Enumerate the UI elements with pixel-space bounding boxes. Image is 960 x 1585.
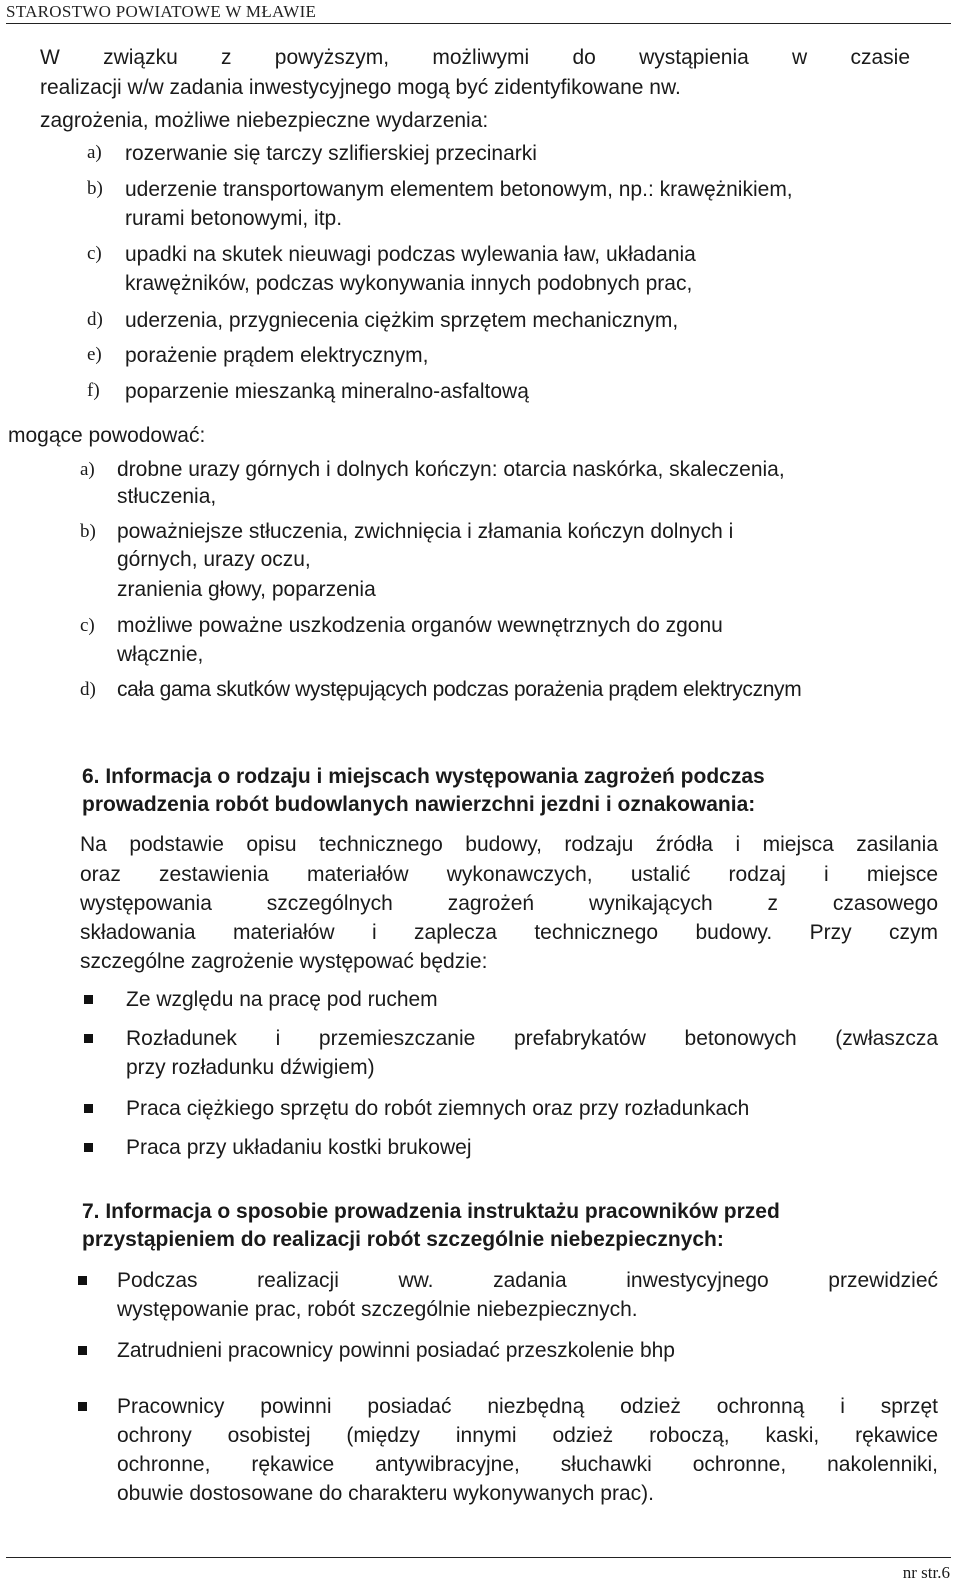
list-marker: d) — [80, 679, 96, 700]
section-paragraph-line: Na podstawie opisu technicznego budowy, rodzaju źródła i miejsca zasilania — [80, 833, 938, 856]
hazard-item: upadki na skutek nieuwagi podczas wylewania ław, układania — [125, 243, 696, 266]
consequence-item-cont: włącznie, — [117, 643, 204, 666]
list-marker: a) — [80, 459, 95, 480]
bullet-item-cont: przy rozładunku dźwigiem) — [126, 1056, 375, 1079]
bullet-icon — [78, 1346, 87, 1355]
list-marker: d) — [87, 309, 103, 330]
consequence-item: drobne urazy górnych i dolnych kończyn: otarcia naskórka, skaleczenia, — [117, 458, 785, 481]
list-marker: f) — [87, 380, 100, 401]
list-marker: a) — [87, 142, 102, 163]
page-header: STAROSTWO POWIATOWE W MŁAWIE — [6, 2, 317, 21]
list-marker: c) — [80, 615, 95, 636]
section-heading: 7. Informacja o sposobie prowadzenia instruktażu pracowników przed — [82, 1200, 780, 1223]
consequence-item-cont: zranienia głowy, poparzenia — [117, 578, 376, 601]
bullet-item-cont: obuwie dostosowane do charakteru wykonywanych prac). — [117, 1482, 654, 1505]
bullet-item-cont: ochronne, rękawice antywibracyjne, słuchawki ochronne, nakolenniki, — [117, 1453, 938, 1476]
list-marker: c) — [87, 243, 102, 264]
consequence-item: możliwe poważne uszkodzenia organów wewnętrznych do zgonu — [117, 614, 723, 637]
section-paragraph-line: oraz zestawienia materiałów wykonawczych, ustalić rodzaj i miejsce — [80, 863, 938, 886]
hazard-item: poparzenie mieszanką mineralno-asfaltową — [125, 380, 529, 403]
hazard-item-cont: krawężników, podczas wykonywania innych podobnych prac, — [125, 272, 693, 295]
section-paragraph-line: szczególne zagrożenie występować będzie: — [80, 950, 488, 973]
consequence-item: poważniejsze stłuczenia, zwichnięcia i złamania kończyn dolnych i — [117, 520, 734, 543]
hazard-item-cont: rurami betonowymi, itp. — [125, 207, 343, 230]
list-marker: b) — [87, 178, 103, 199]
intro-line: W związku z powyższym, możliwymi do wystąpienia w czasie — [40, 46, 910, 69]
bullet-item: Zatrudnieni pracownicy powinni posiadać przeszkolenie bhp — [117, 1339, 675, 1362]
section-paragraph-line: składowania materiałów i zaplecza technicznego budowy. Przy czym — [80, 921, 938, 944]
bullet-icon — [84, 995, 93, 1004]
bullet-item: Praca przy układaniu kostki brukowej — [126, 1136, 472, 1159]
bullet-icon — [84, 1104, 93, 1113]
section-heading: prowadzenia robót budowlanych nawierzchni jezdni i oznakowania: — [82, 793, 756, 816]
list-marker: e) — [87, 344, 102, 365]
consequence-item: cała gama skutków występujących podczas porażenia prądem elektrycznym — [117, 678, 802, 701]
footer-rule — [6, 1557, 951, 1558]
bullet-icon — [84, 1034, 93, 1043]
bullet-item: Rozładunek i przemieszczanie prefabrykatów betonowych (zwłaszcza — [126, 1027, 938, 1050]
bullet-item: Pracownicy powinni posiadać niezbędną odzież ochronną i sprzęt — [117, 1395, 938, 1418]
hazard-item: porażenie prądem elektrycznym, — [125, 344, 429, 367]
consequence-item-cont: górnych, urazy oczu, — [117, 548, 311, 571]
hazard-item: rozerwanie się tarczy szlifierskiej przecinarki — [125, 142, 537, 165]
page-number: nr str.6 — [902, 1563, 950, 1582]
intro-line: zagrożenia, możliwe niebezpieczne wydarzenia: — [40, 109, 489, 132]
bullet-icon — [84, 1143, 93, 1152]
header-rule — [6, 23, 951, 24]
intro-line: realizacji w/w zadania inwestycyjnego mogą być zidentyfikowane nw. — [40, 76, 681, 99]
bullet-item: Podczas realizacji ww. zadania inwestycyjnego przewidzieć — [117, 1269, 938, 1292]
section-heading: przystąpieniem do realizacji robót szczególnie niebezpiecznych: — [82, 1228, 724, 1251]
bullet-item-cont: ochrony osobistej (między innymi odzież roboczą, kaski, rękawice — [117, 1424, 938, 1447]
hazard-item: uderzenie transportowanym elementem betonowym, np.: krawężnikiem, — [125, 178, 793, 201]
section-heading: 6. Informacja o rodzaju i miejscach występowania zagrożeń podczas — [82, 765, 765, 788]
list-marker: b) — [80, 521, 96, 542]
bullet-icon — [78, 1402, 87, 1411]
hazard-item: uderzenia, przygniecenia ciężkim sprzętem mechanicznym, — [125, 309, 679, 332]
bullet-item: Ze względu na pracę pod ruchem — [126, 988, 438, 1011]
bullet-item: Praca ciężkiego sprzętu do robót ziemnych oraz przy rozładunkach — [126, 1097, 750, 1120]
bullet-item-cont: występowanie prac, robót szczególnie niebezpiecznych. — [117, 1298, 638, 1321]
bullet-icon — [78, 1276, 87, 1285]
consequence-item-cont: stłuczenia, — [117, 485, 217, 508]
section-paragraph-line: występowania szczególnych zagrożeń wynikających z czasowego — [80, 892, 938, 915]
consequences-label: mogące powodować: — [8, 424, 206, 447]
